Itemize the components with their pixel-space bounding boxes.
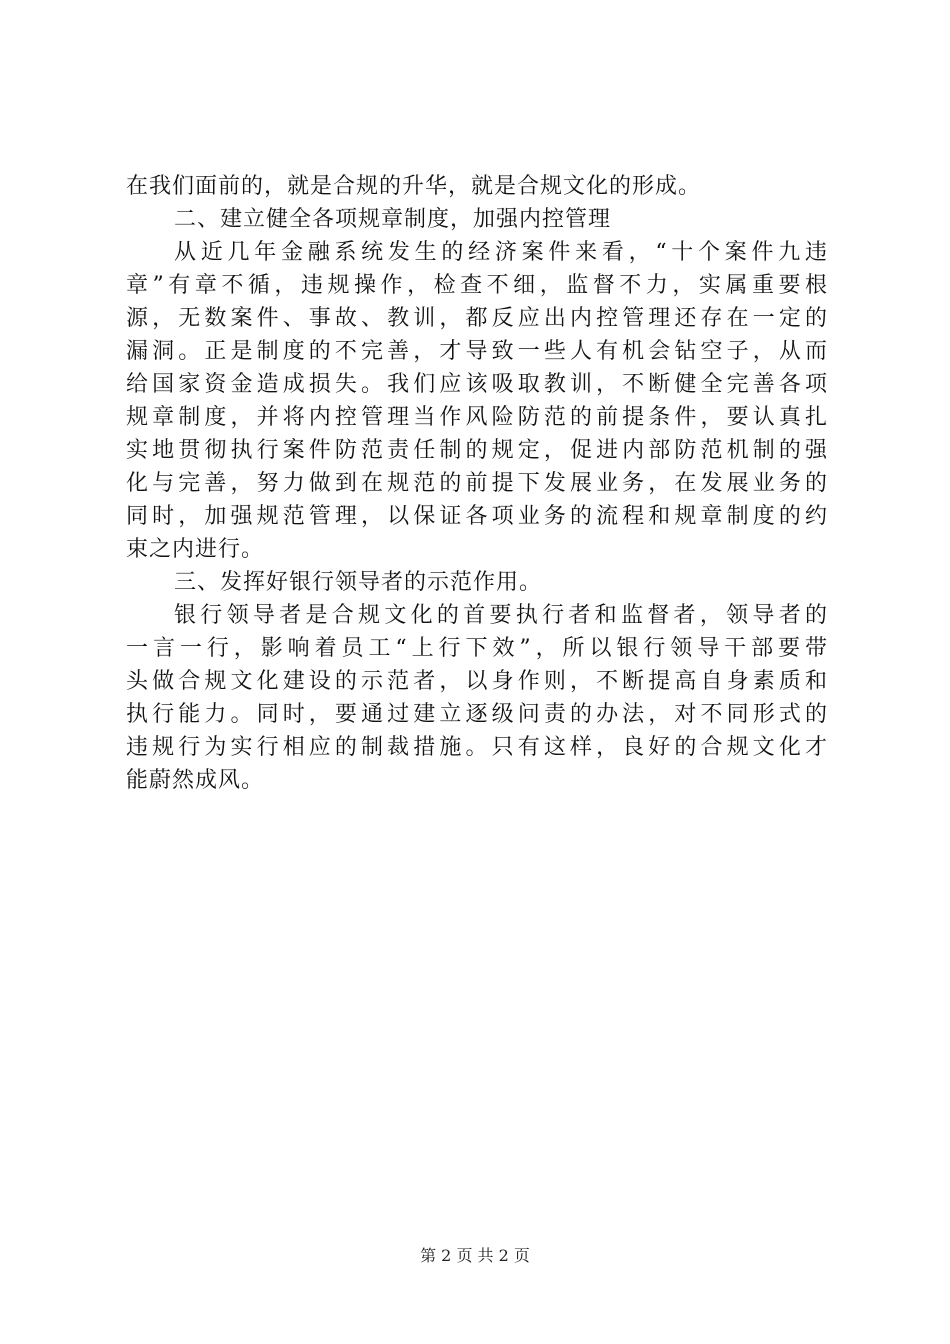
text-line: 头做合规文化建设的示范者，以身作则，不断提高自身素质和 [126, 669, 828, 694]
document-body [126, 170, 828, 797]
text-line: 漏洞。正是制度的不完善，才导致一些人有机会钻空子，从而 [126, 339, 828, 364]
text-line: 在我们面前的，就是合规的升华，就是合规文化的形成。 [126, 174, 702, 199]
text-line: 束之内进行。 [126, 537, 265, 562]
text-line: 化与完善，努力做到在规范的前提下发展业务，在发展业务的 [126, 471, 828, 496]
text-line: 违规行为实行相应的制裁措施。只有这样，良好的合规文化才 [126, 735, 828, 760]
section-heading: 二、建立健全各项规章制度，加强内控管理 [174, 207, 612, 232]
section-heading: 三、发挥好银行领导者的示范作用。 [174, 570, 543, 595]
text-line: 从近几年金融系统发生的经济案件来看，“十个案件九违 [174, 240, 828, 265]
text-line: 一言一行，影响着员工“上行下效”，所以银行领导干部要带 [126, 636, 828, 661]
text-line: 执行能力。同时，要通过建立逐级问责的办法，对不同形式的 [126, 702, 828, 727]
page-footer [0, 1243, 950, 1266]
text-line: 银行领导者是合规文化的首要执行者和监督者，领导者的 [174, 603, 828, 628]
text-line: 章”有章不循，违规操作，检查不细，监督不力，实属重要根 [126, 273, 828, 298]
page-number: 第 2 页 共 2 页 [420, 1246, 530, 1265]
text-line: 给国家资金造成损失。我们应该吸取教训，不断健全完善各项 [126, 372, 828, 397]
text-line: 能蔚然成风。 [126, 768, 265, 793]
text-line: 同时，加强规范管理，以保证各项业务的流程和规章制度的约 [126, 504, 828, 529]
text-line: 源，无数案件、事故、教训，都反应出内控管理还存在一定的 [126, 306, 828, 331]
text-line: 实地贯彻执行案件防范责任制的规定，促进内部防范机制的强 [126, 438, 828, 463]
text-line: 规章制度，并将内控管理当作风险防范的前提条件，要认真扎 [126, 405, 828, 430]
